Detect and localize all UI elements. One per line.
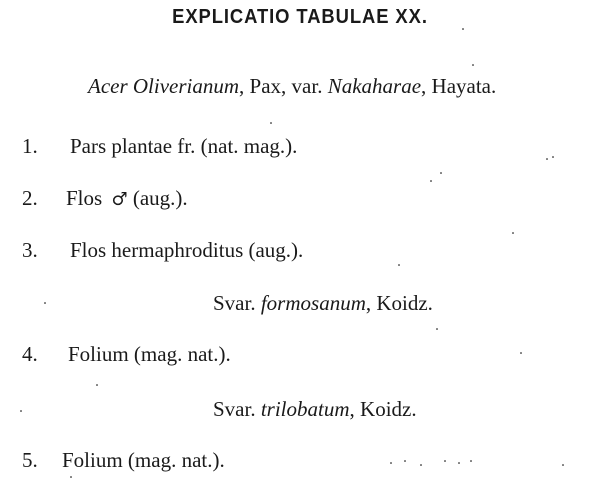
entry-3 <box>22 238 303 263</box>
scan-speck <box>562 464 564 466</box>
variety-prefix: Svar. <box>213 397 261 421</box>
entry-text: Folium (mag. nat.). <box>62 448 225 472</box>
scan-speck <box>270 122 272 124</box>
entry-number: 4. <box>22 342 38 366</box>
scan-speck <box>70 476 72 478</box>
variety-line-trilobatum <box>213 397 417 422</box>
scan-speck <box>436 328 438 330</box>
scan-speck <box>44 302 46 304</box>
scan-speck <box>440 172 442 174</box>
scan-speck <box>20 410 22 412</box>
variety-prefix: Svar. <box>213 291 261 315</box>
entry-number: 2. <box>22 186 38 210</box>
entry-1 <box>22 134 297 159</box>
scan-speck <box>458 462 460 464</box>
scan-speck <box>420 464 422 466</box>
entry-number: 5. <box>22 448 38 472</box>
variety-author: , Koidz. <box>349 397 417 421</box>
scan-speck <box>444 460 446 462</box>
species-author: , Pax, var. <box>239 74 328 98</box>
variety-line-formosanum <box>213 291 433 316</box>
entry-4 <box>22 342 231 367</box>
scan-speck <box>430 180 432 182</box>
variety-name: formosanum <box>260 291 366 315</box>
scan-speck <box>546 158 548 160</box>
scan-speck <box>470 460 472 462</box>
scan-speck <box>552 156 554 158</box>
variety-name: trilobatum <box>260 397 350 421</box>
scan-speck <box>462 28 464 30</box>
scan-speck <box>520 352 522 354</box>
entry-text: Folium (mag. nat.). <box>68 342 231 366</box>
entry-number: 3. <box>22 238 38 262</box>
entry-text: Flos <box>66 186 103 210</box>
species-name: Acer Oliverianum <box>88 74 240 98</box>
variety-name: Nakaharae <box>327 74 422 98</box>
plate-heading: EXPLICATIO TABULAE XX. <box>172 6 428 28</box>
species-line <box>88 74 496 99</box>
entry-text: Pars plantae fr. (nat. mag.). <box>70 134 298 158</box>
scan-speck <box>390 462 392 464</box>
entry-2 <box>22 186 188 211</box>
scan-speck <box>512 232 514 234</box>
scan-speck <box>398 264 400 266</box>
variety-author: , Koidz. <box>365 291 433 315</box>
variety-author: , Hayata. <box>421 74 497 98</box>
scan-speck <box>404 460 406 462</box>
male-symbol-icon: ♂ <box>111 189 128 210</box>
entry-number: 1. <box>22 134 38 158</box>
entry-5 <box>22 448 225 473</box>
scan-speck <box>472 64 474 66</box>
scan-speck <box>96 384 98 386</box>
entry-text-suffix: (aug.). <box>127 186 188 210</box>
entry-text: Flos hermaphroditus (aug.). <box>70 238 304 262</box>
